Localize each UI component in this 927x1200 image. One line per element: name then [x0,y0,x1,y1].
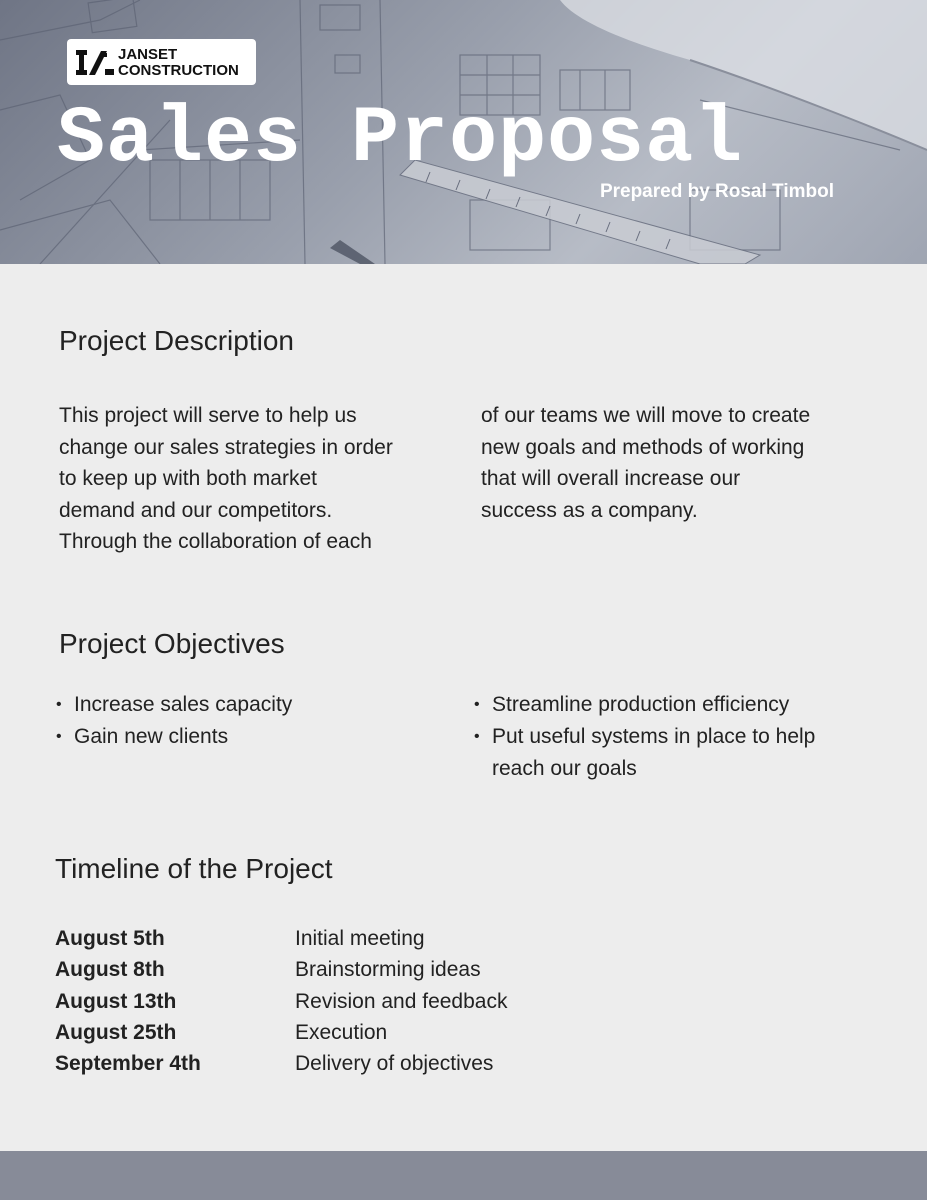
page-title: Sales Proposal [57,94,744,185]
description-column-1 [59,400,393,558]
description-line: that will overall increase our [481,467,741,490]
description-line: demand and our competitors. [59,498,333,522]
timeline-date: August 13th [55,989,177,1013]
logo-wordmark [118,47,239,79]
objectives-list-1 [56,689,292,753]
description-line: success as a company. [481,498,698,522]
description-column-2 [481,400,810,526]
timeline-row [55,923,755,954]
description-line: change our sales strategies in order [59,435,393,459]
footer-bar [0,1151,927,1200]
objective-item [474,689,815,721]
author-line: Prepared by Rosal Timbol [599,181,834,202]
bullet-icon: • [474,728,480,745]
timeline-row [55,986,755,1017]
bullet-icon: • [56,696,62,713]
bullet-icon: • [56,728,62,745]
timeline-event: Execution [295,1020,388,1044]
objective-item [56,721,292,753]
logo-line-2: CONSTRUCTION [118,62,239,79]
timeline-event: Brainstorming ideas [295,958,481,982]
company-logo [67,39,256,85]
timeline-row [55,954,755,985]
description-line: Through the collaboration of each [59,530,372,553]
bullet-icon: • [474,696,480,713]
timeline-row [55,1048,755,1079]
timeline-event: Revision and feedback [295,989,508,1013]
construction-logo-icon [75,48,115,78]
timeline-event: Delivery of objectives [295,1052,494,1076]
objective-text: reach our goals [492,757,637,780]
description-heading: Project Description [59,325,294,356]
objectives-list-2 [474,689,815,785]
description-line: to keep up with both market [59,467,317,490]
timeline-date: August 25th [55,1020,177,1044]
objectives-heading: Project Objectives [59,628,285,659]
header-banner [0,0,927,264]
description-line: of our teams we will move to create [481,404,811,427]
timeline-date: August 8th [55,958,165,982]
timeline-table [55,923,755,1079]
timeline-event: Initial meeting [295,927,425,950]
objective-item [474,721,815,785]
logo-line-1: JANSET [118,46,178,63]
timeline-date: August 5th [55,927,165,950]
objective-text: Put useful systems in place to help [492,725,816,748]
description-line: This project will serve to help us [59,404,357,427]
timeline-row [55,1017,755,1048]
timeline-heading: Timeline of the Project [55,853,333,884]
objective-text: Increase sales capacity [74,693,293,716]
objective-text: Streamline production efficiency [492,693,790,716]
timeline-date: September 4th [55,1052,201,1076]
objective-text: Gain new clients [74,725,229,748]
description-line: new goals and methods of working [481,435,805,459]
objective-item [56,689,292,721]
